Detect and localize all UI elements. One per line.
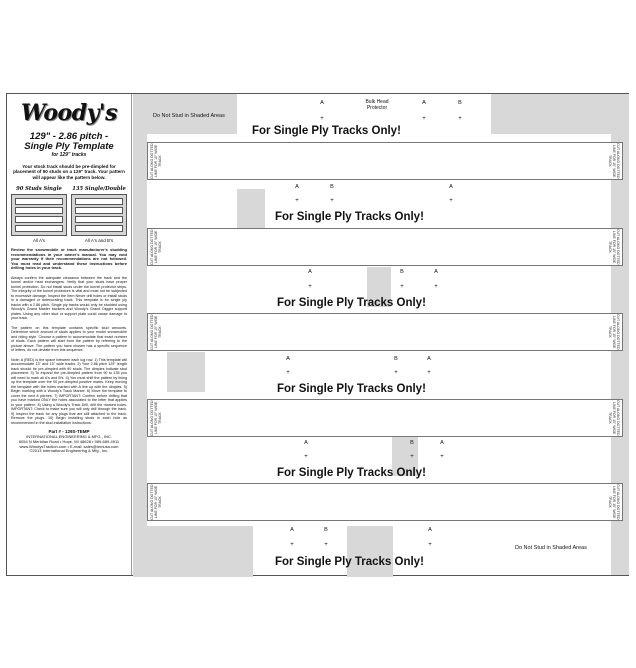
no-stud-label: Do Not Stud in Shaded Areas <box>153 113 225 119</box>
letter-b: B <box>330 184 334 190</box>
track-row-icon <box>75 225 123 232</box>
steps-list: Note: A (RED) is the space between each lug row. 1) This template will accommodate 13" and 15" wide tracks. 2) Your 2.86 pitch 129" length track should be pre-dimpled with 90 studs. The dimples indicate stud placement. 3) To expand the pre-dimpled pattern from 90 to 135 you will need to mark all A's and B's. 4) You must shift the pattern by lining up the template over the 90 pre-dimpled positive marks. Keep moving the template with the holes marked with A line up with the dimples. 5) Begin marking with a Woody's Track Marker. 6) Move the template to cover the next 8 pitches. 7) IMPORTANT: Confirm before drilling that you have marked ONLY the holes associated to the letter that applies to your pattern. 8) Using a Woody's Track Drill, drill the marked holes. IMPORTANT: Check to make sure you will only drill through the track. 9) Inspect the track for any plugs that are still attached to the track. Remove the plugs. 10) Begin installing studs in each hole as recommended in the stud installation instructions. <box>11 357 127 425</box>
pattern-single-image <box>11 194 67 236</box>
template-title <box>11 132 127 152</box>
single-ply-banner: For Single Ply Tracks Only! <box>277 383 426 395</box>
stud-mark: + <box>458 116 462 122</box>
pattern-double-image <box>71 194 127 236</box>
pattern-double <box>71 186 127 243</box>
pattern-single-caption: All A's <box>32 238 46 244</box>
part-info <box>11 430 127 454</box>
letter-a: A <box>422 100 426 106</box>
stud-mark: + <box>427 370 431 376</box>
stud-mark: + <box>324 542 328 548</box>
cut-line-label: CUT ALONG DOTTED LINE FOR 15" WIDE TRACK <box>150 314 162 350</box>
stud-patterns <box>11 186 127 243</box>
pattern-double-heading: 135 Single/Double <box>72 186 126 193</box>
template-subtitle: for 129" tracks <box>51 152 87 158</box>
letter-a: A <box>449 184 453 190</box>
letter-a: A <box>290 527 294 533</box>
letter-b: B <box>410 440 414 446</box>
stud-mark: + <box>295 198 299 204</box>
stud-mark: + <box>410 454 414 460</box>
shaded-area <box>237 189 265 229</box>
template-sheet <box>6 93 629 576</box>
track-strip <box>147 228 623 266</box>
cut-line-label: CUT ALONG DOTTED LINE FOR 15" WIDE TRACK <box>150 400 162 436</box>
letter-a: A <box>304 440 308 446</box>
company-address: 6054 N Meridian Road • Hope, MI 48628 • 989-689-4911 <box>18 438 120 444</box>
cut-line-label: CUT ALONG DOTTED LINE FOR 15" WIDE TRACK <box>608 314 620 350</box>
instruction-panel <box>7 94 132 575</box>
single-ply-banner: For Single Ply Tracks Only! <box>275 211 424 223</box>
stud-mark: + <box>304 454 308 460</box>
track-row-icon <box>75 207 123 214</box>
track-row-icon <box>15 198 63 205</box>
stud-mark: + <box>308 284 312 290</box>
letter-a: A <box>320 100 324 106</box>
single-ply-banner: For Single Ply Tracks Only! <box>277 297 426 309</box>
track-row-icon <box>15 216 63 223</box>
stud-mark: + <box>422 116 426 122</box>
shaded-edge <box>133 94 147 575</box>
letter-a: A <box>440 440 444 446</box>
stud-mark: + <box>434 284 438 290</box>
cut-line-label: CUT ALONG DOTTED LINE FOR 15" WIDE TRACK <box>150 484 162 520</box>
no-stud-label: Do Not Stud in Shaded Areas <box>515 545 587 551</box>
single-ply-banner: For Single Ply Tracks Only! <box>277 467 426 479</box>
letter-a: A <box>295 184 299 190</box>
letter-b: B <box>394 356 398 362</box>
clearance-paragraph: Always confirm the adequate clearance between the track and the tunnel and/or heat exchangers. Verify that your studs have proper tunnel protection. Do not install studs under the tunnel protector strips. The integrity of the tunnel protectors is vital and must not be subjected to excessive damage. Inspect the Item Never drill holes or install studs in a damaged or deteriorating track. This template is for single ply tracks with a 2.86 pitch. Single ply tracks would only be studded using Woody's Grand Master backers and Woody's Grand Digger support plates. Using any other stud or support plate could cause damage to your track. <box>11 275 127 321</box>
part-number: Part # - 129S-TEMP <box>48 429 90 435</box>
letter-a: A <box>286 356 290 362</box>
letter-b: B <box>458 100 462 106</box>
pattern-single <box>11 186 67 243</box>
stud-mark: + <box>440 454 444 460</box>
stud-mark: + <box>428 542 432 548</box>
letter-b: B <box>400 269 404 275</box>
track-row-icon <box>15 207 63 214</box>
stud-mark: + <box>286 370 290 376</box>
company-web: www.WoodysTraction.com • E-mail: sales@iemusa.com <box>19 443 119 449</box>
title-line-1: 129" - 2.86 pitch - <box>29 131 109 142</box>
cut-line-label: CUT ALONG DOTTED LINE FOR 15" WIDE TRACK <box>608 229 620 265</box>
title-line-2: Single Ply Template <box>24 141 114 152</box>
letter-a: A <box>427 356 431 362</box>
track-row-icon <box>75 198 123 205</box>
letter-a: A <box>434 269 438 275</box>
cut-line-label: CUT ALONG DOTTED LINE FOR 15" WIDE TRACK <box>150 143 162 179</box>
letter-a: A <box>308 269 312 275</box>
bulkhead-label: Bulk Head Protector <box>365 99 389 111</box>
warning-paragraph: Review the snowmobile or track manufacturer's studding recommendations in your owner's manual. You may void your warranty if their recommendations are not followed. You must read and understand these instructions before drilling holes in your track. <box>11 247 127 271</box>
track-strip <box>147 399 623 437</box>
pattern-single-heading: 90 Studs Single <box>16 186 62 193</box>
woodys-logo: Woody's <box>20 100 118 126</box>
pattern-double-caption: All A's and B's <box>84 238 114 244</box>
track-row-icon <box>15 225 63 232</box>
shaded-area <box>167 352 205 392</box>
stud-mark: + <box>400 284 404 290</box>
letter-b: B <box>324 527 328 533</box>
pattern-paragraph: The pattern on this template contains specific stud amounts. Determine which amount of studs applies to your model snowmobile and riding style. Choose a pattern to accommodate that exact number of studs. Each pattern will start from the pattern by referring to the picture above. The pattern you have chosen has a specific sequence of letters, do not deviate from this sequence. <box>11 325 127 353</box>
shaded-area <box>491 94 611 134</box>
single-ply-banner: For Single Ply Tracks Only! <box>252 125 401 137</box>
company-name: INTERNATIONAL ENGINEERING & MFG., INC. <box>26 434 112 440</box>
track-strip <box>147 142 623 180</box>
shaded-area <box>347 526 393 577</box>
track-strip <box>147 483 623 521</box>
stud-mark: + <box>330 198 334 204</box>
stud-mark: + <box>290 542 294 548</box>
track-strip <box>147 313 623 351</box>
intro-note: Your stock track should be pre-dimpled for placement of 90 studs on a 129" track. Your pattern will appear like the pattern below. <box>13 164 125 180</box>
copyright: ©2013 International Engineering & Mfg., Inc. <box>29 448 109 454</box>
cut-line-label: CUT ALONG DOTTED LINE FOR 15" WIDE TRACK <box>608 400 620 436</box>
stud-mark: + <box>449 198 453 204</box>
letter-a: A <box>428 527 432 533</box>
cut-line-label: CUT ALONG DOTTED LINE FOR 15" WIDE TRACK <box>150 229 162 265</box>
shaded-area <box>133 526 253 577</box>
stud-mark: + <box>320 116 324 122</box>
cut-line-label: CUT ALONG DOTTED LINE FOR 15" WIDE TRACK <box>608 143 620 179</box>
track-row-icon <box>75 216 123 223</box>
single-ply-banner: For Single Ply Tracks Only! <box>275 556 424 568</box>
cut-line-label: CUT ALONG DOTTED LINE FOR 15" WIDE TRACK <box>608 484 620 520</box>
stud-mark: + <box>394 370 398 376</box>
